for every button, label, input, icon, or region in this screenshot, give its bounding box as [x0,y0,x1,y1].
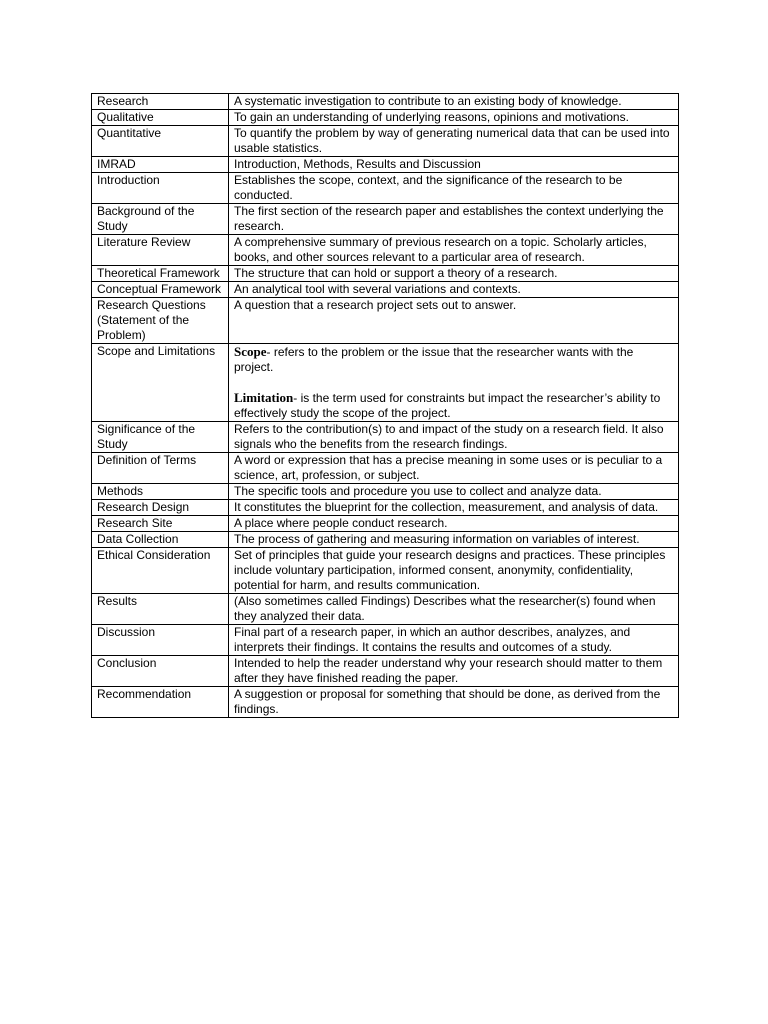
term-cell: Theoretical Framework [92,266,229,282]
term-cell: Research Design [92,500,229,516]
term-cell: Qualitative [92,110,229,126]
definition-cell: A word or expression that has a precise meaning in some uses or is peculiar to a science, art, profession, or subject. [229,453,679,484]
definition-cell [229,282,679,298]
limitation-text: - is the term used for constraints but impact the researcher’s ability to effectively study the scope of the project. [234,391,661,420]
term-cell: Conclusion [92,656,229,687]
definition-cell: To quantify the problem by way of generating numerical data that can be used into usable statistics. [229,126,679,157]
definition-cell: The first section of the research paper and establishes the context underlying the research. [229,204,679,235]
table-row [92,532,679,548]
table-row [92,298,679,344]
definition-cell: Set of principles that guide your research designs and practices. These principles include voluntary participation, informed consent, anonymity, confidentiality, potential for harm, and results communication. [229,548,679,594]
term-cell: Scope and Limitations [92,344,229,422]
definition-cell: The specific tools and procedure you use to collect and analyze data. [229,484,679,500]
term-cell: Quantitative [92,126,229,157]
definition-cell: A suggestion or proposal for something that should be done, as derived from the findings. [229,687,679,718]
paragraph-spacer [234,375,674,390]
definition-cell: The process of gathering and measuring information on variables of interest. [229,532,679,548]
glossary-table [91,93,679,718]
definition-cell [229,344,679,422]
table-row [92,422,679,453]
term-cell: Conceptual Framework [92,282,229,298]
table-row [92,594,679,625]
limitation-label: Limitation [234,390,294,405]
term-cell: Methods [92,484,229,500]
term-cell: Research Questions (Statement of the Problem) [92,298,229,344]
table-row [92,516,679,532]
table-row [92,94,679,110]
definition-cell: It constitutes the blueprint for the collection, measurement, and analysis of data. [229,500,679,516]
table-row [92,656,679,687]
definition-cell: Intended to help the reader understand why your research should matter to them after they have finished reading the paper. [229,656,679,687]
definition-cell: A question that a research project sets out to answer. [229,298,679,344]
definition-cell: Final part of a research paper, in which an author describes, analyzes, and interprets their findings. It contains the results and outcomes of a study. [229,625,679,656]
definition-cell: A comprehensive summary of previous research on a topic. Scholarly articles, books, and other sources relevant to a particular area of research. [229,235,679,266]
term-cell: Discussion [92,625,229,656]
definition-cell: A systematic investigation to contribute to an existing body of knowledge. [229,94,679,110]
definition-cell: (Also sometimes called Findings) Describes what the researcher(s) found when they analyzed their data. [229,594,679,625]
term-cell: Data Collection [92,532,229,548]
scope-text: - refers to the problem or the issue that the researcher wants with the project. [234,345,634,374]
term-cell: Results [92,594,229,625]
term-cell: Significance of the Study [92,422,229,453]
term-cell: Literature Review [92,235,229,266]
table-row [92,157,679,173]
table-row [92,282,679,298]
table-row [92,344,679,422]
table-row [92,453,679,484]
term-cell: Research [92,94,229,110]
definition-cell: A place where people conduct research. [229,516,679,532]
term-cell: Research Site [92,516,229,532]
definition-cell: Refers to the contribution(s) to and impact of the study on a research field. It also signals who the benefits from the research findings. [229,422,679,453]
definition-cell: Establishes the scope, context, and the significance of the research to be conducted. [229,173,679,204]
term-cell: Recommendation [92,687,229,718]
table-row [92,204,679,235]
table-row [92,687,679,718]
term-cell: Definition of Terms [92,453,229,484]
table-row [92,126,679,157]
table-row [92,173,679,204]
table-row [92,500,679,516]
term-cell: IMRAD [92,157,229,173]
table-row [92,235,679,266]
definition-cell: To gain an understanding of underlying reasons, opinions and motivations. [229,110,679,126]
scope-paragraph [234,344,674,375]
table-row [92,110,679,126]
table-row [92,484,679,500]
definition-cell: Introduction, Methods, Results and Discussion [229,157,679,173]
table-row [92,625,679,656]
definition-cell: The structure that can hold or support a theory of a research. [229,266,679,282]
table-row [92,266,679,282]
table-row [92,548,679,594]
scope-label: Scope [234,344,267,359]
term-cell: Background of the Study [92,204,229,235]
definition-text: An analytical tool with several variations and contexts. [234,282,521,296]
term-cell: Ethical Consideration [92,548,229,594]
term-cell: Introduction [92,173,229,204]
limitation-paragraph [234,390,674,421]
